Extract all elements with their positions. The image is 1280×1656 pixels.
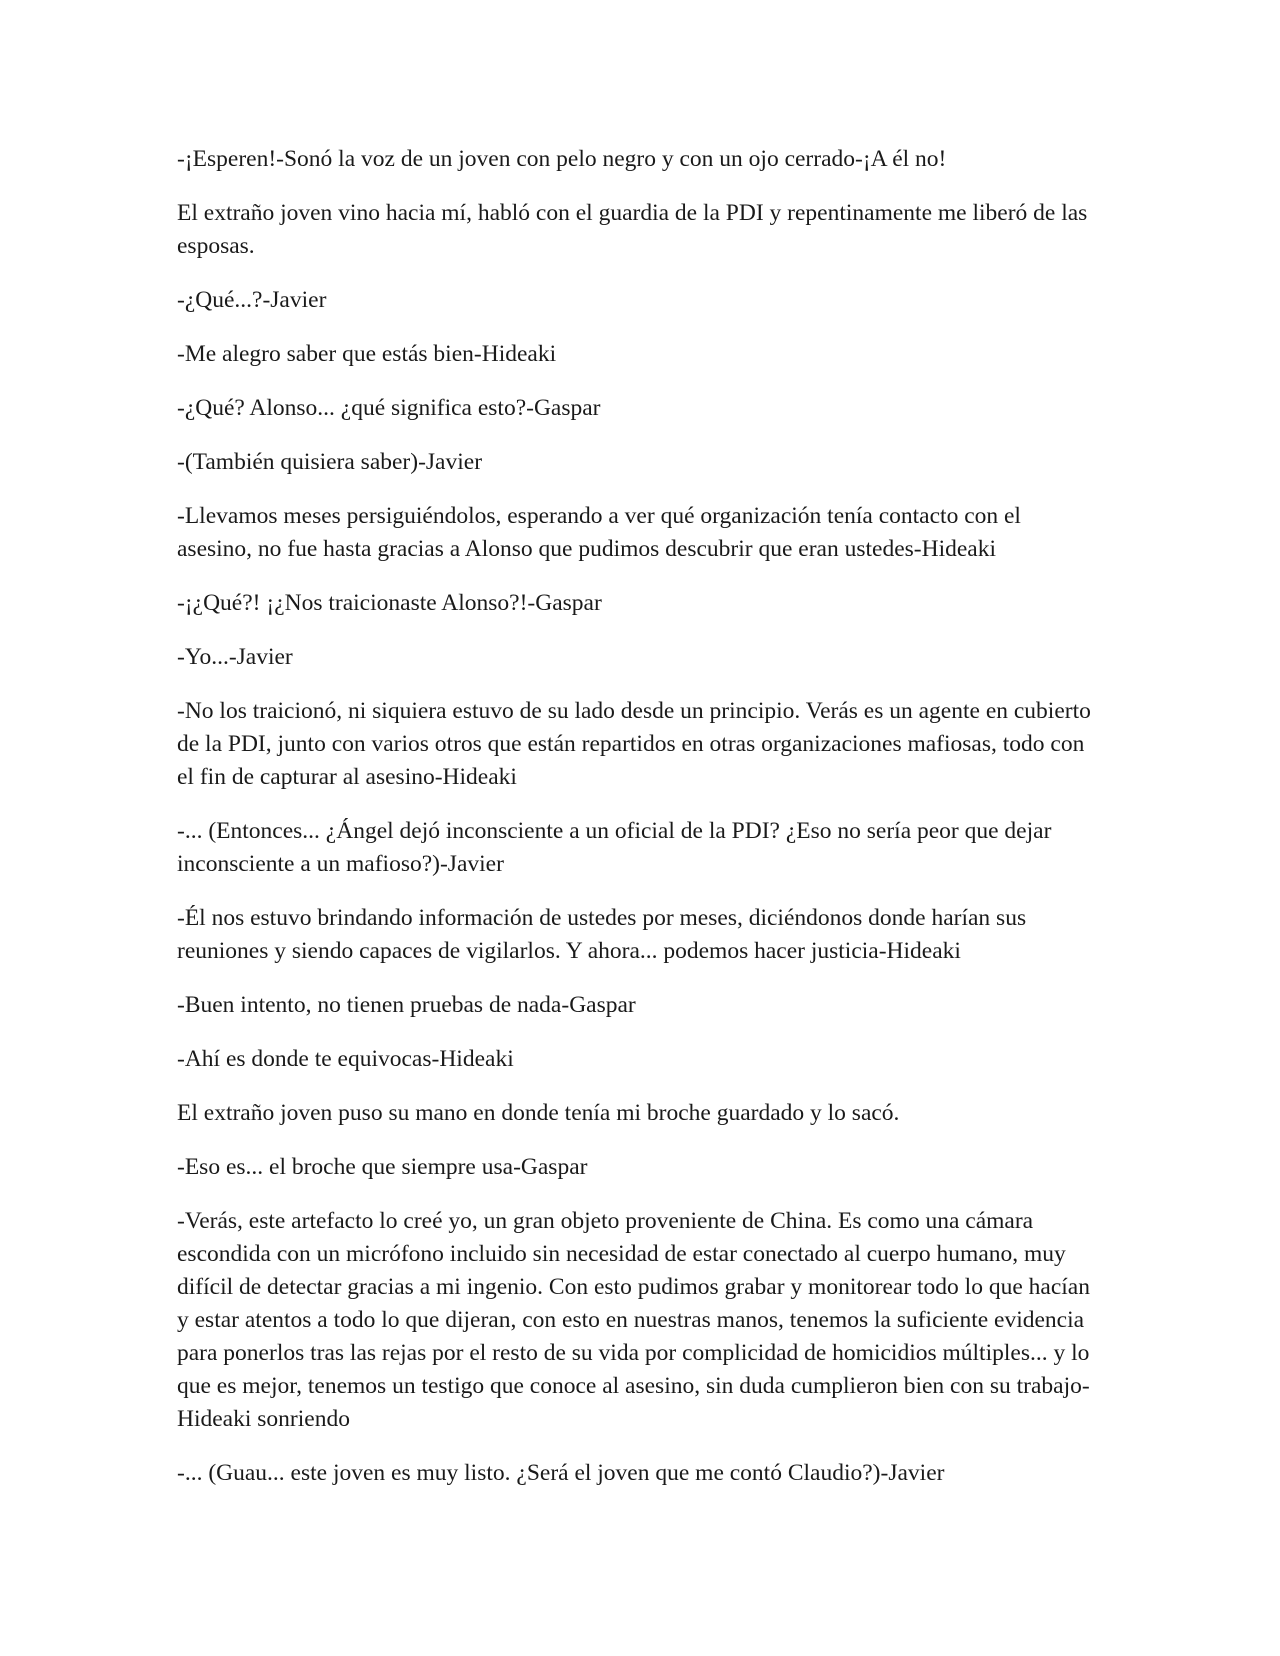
paragraph: -¿Qué? Alonso... ¿qué significa esto?-Gaspar bbox=[177, 395, 601, 421]
paragraph: -Llevamos meses persiguiéndolos, esperando a ver qué organización tenía contacto con el asesino, no fue hasta gracias a Alonso que pudimos descubrir que eran ustedes-Hideaki bbox=[177, 503, 1021, 562]
paragraph: -No los traicionó, ni siquiera estuvo de su lado desde un principio. Verás es un agente en cubierto de la PDI, junto con varios otros que están repartidos en otras organizaciones mafiosas, todo con el fin de capturar al asesino-Hideaki bbox=[177, 698, 1091, 790]
paragraph: -¡Esperen!-Sonó la voz de un joven con pelo negro y con un ojo cerrado-¡A él no! bbox=[177, 146, 947, 172]
paragraph: El extraño joven puso su mano en donde tenía mi broche guardado y lo sacó. bbox=[177, 1100, 900, 1126]
paragraph: -Buen intento, no tienen pruebas de nada-Gaspar bbox=[177, 992, 636, 1018]
paragraph: -... (Guau... este joven es muy listo. ¿Será el joven que me contó Claudio?)-Javier bbox=[177, 1460, 945, 1486]
paragraph: -Verás, este artefacto lo creé yo, un gran objeto proveniente de China. Es como una cámara escondida con un micrófono incluido sin necesidad de estar conectado al cuerpo humano, muy difícil de detectar gracias a mi ingenio. Con esto pudimos grabar y monitorear todo lo que hacían y estar atentos a todo lo que dijeran, con esto en nuestras manos, tenemos la suficiente evidencia para ponerlos tras las rejas por el resto de su vida por complicidad de homicidios múltiples... y lo que es mejor, tenemos un testigo que conoce al asesino, sin duda cumplieron bien con su trabajo-Hideaki sonriendo bbox=[177, 1208, 1090, 1432]
paragraph: -... (Entonces... ¿Ángel dejó inconsciente a un oficial de la PDI? ¿Eso no sería peor que dejar inconsciente a un mafioso?)-Javier bbox=[177, 818, 1052, 877]
paragraph: -Él nos estuvo brindando información de ustedes por meses, diciéndonos donde harían sus reuniones y siendo capaces de vigilarlos. Y ahora... podemos hacer justicia-Hideaki bbox=[177, 905, 1027, 964]
paragraph: -Me alegro saber que estás bien-Hideaki bbox=[177, 341, 557, 367]
paragraph: -¡¿Qué?! ¡¿Nos traicionaste Alonso?!-Gaspar bbox=[177, 590, 602, 616]
paragraph: -Ahí es donde te equivocas-Hideaki bbox=[177, 1046, 514, 1072]
paragraph: -(También quisiera saber)-Javier bbox=[177, 449, 483, 475]
paragraph: -¿Qué...?-Javier bbox=[177, 287, 327, 313]
paragraph: -Yo...-Javier bbox=[177, 644, 293, 670]
paragraph: -Eso es... el broche que siempre usa-Gaspar bbox=[177, 1154, 588, 1180]
paragraph: El extraño joven vino hacia mí, habló con el guardia de la PDI y repentinamente me liberó de las esposas. bbox=[177, 200, 1088, 259]
